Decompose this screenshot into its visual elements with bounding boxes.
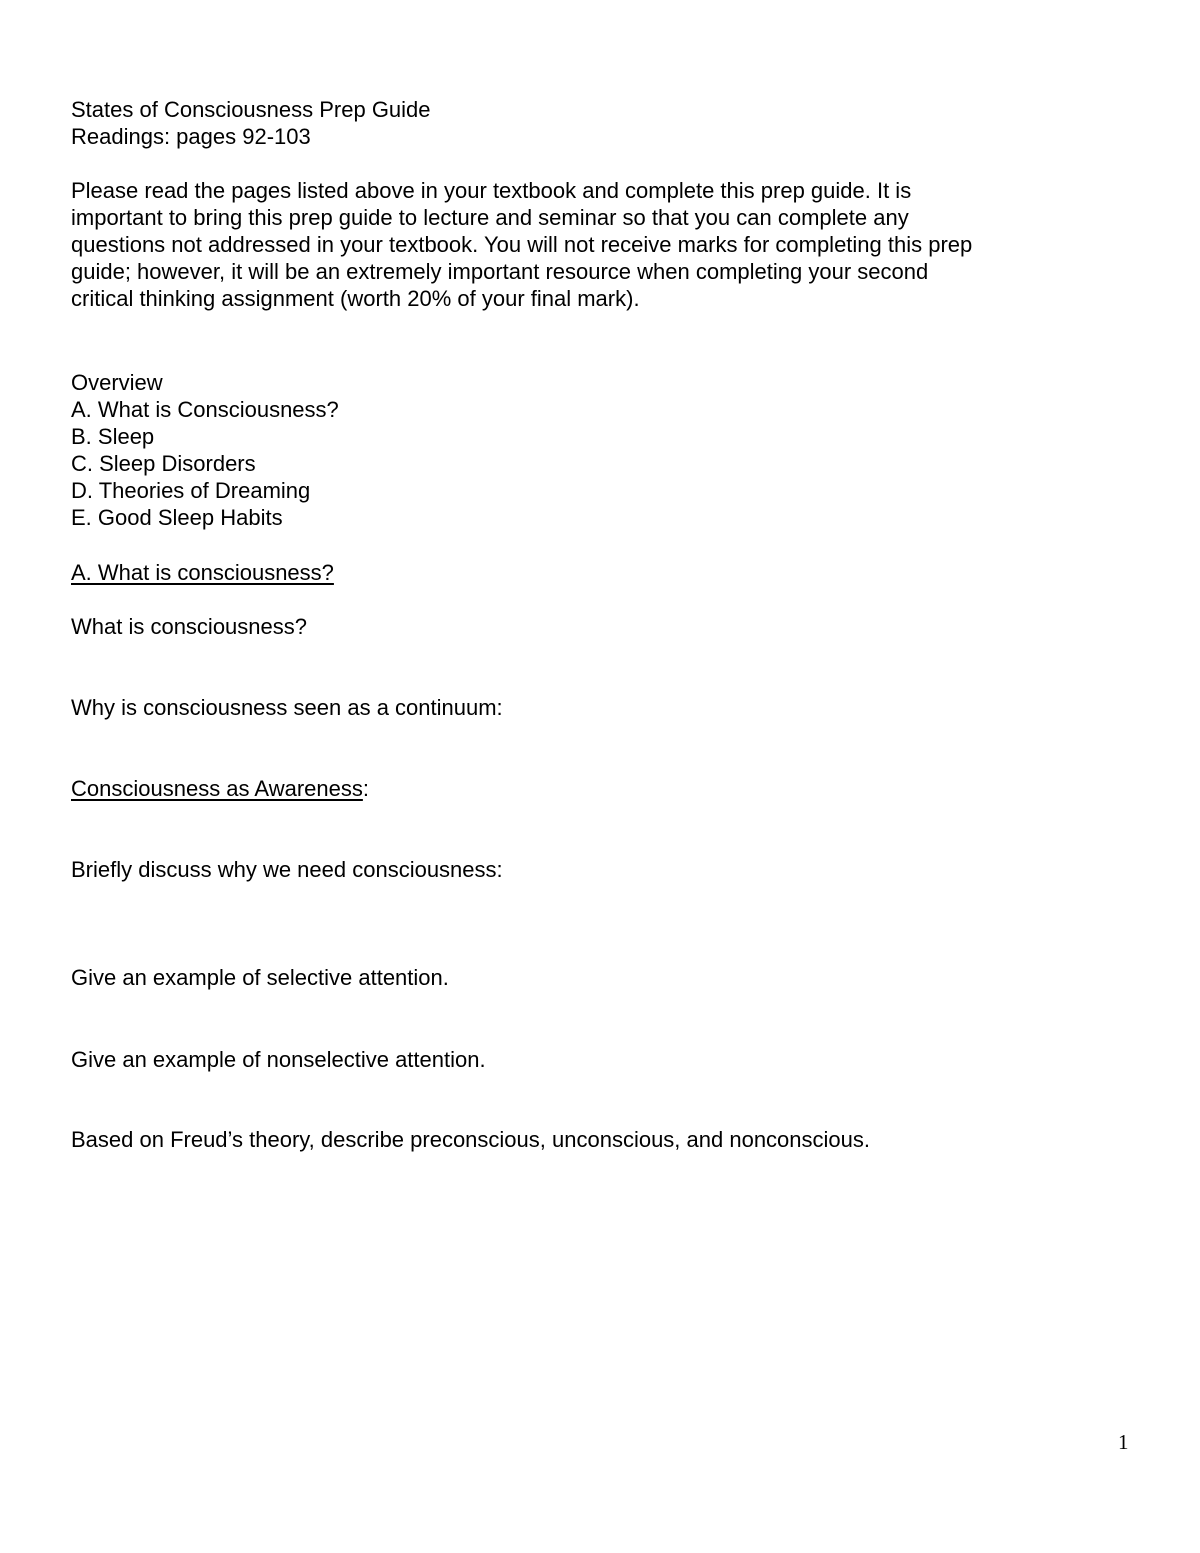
question-what-is-consciousness: What is consciousness? (71, 614, 307, 639)
spacer (71, 150, 1131, 177)
overview-item: C. Sleep Disorders (71, 451, 256, 476)
awareness-colon: : (362, 776, 369, 801)
question-awareness (71, 775, 369, 802)
question-selective-attention: Give an example of selective attention. (71, 965, 449, 990)
awareness-heading: Consciousness as Awareness (71, 776, 363, 801)
intro-line: Please read the pages listed above in your textbook and complete this prep guide. It is (71, 178, 912, 203)
section-a-heading: A. What is consciousness? (71, 560, 334, 585)
document-title: States of Consciousness Prep Guide (71, 97, 431, 122)
overview-item: B. Sleep (71, 424, 155, 449)
intro-line: critical thinking assignment (worth 20% of your final mark). (71, 286, 640, 311)
document-body (71, 96, 1131, 312)
overview-item: E. Good Sleep Habits (71, 505, 283, 530)
overview-item: D. Theories of Dreaming (71, 478, 311, 503)
question-need-consciousness: Briefly discuss why we need consciousness: (71, 857, 503, 882)
readings-line: Readings: pages 92-103 (71, 124, 311, 149)
question-nonselective-attention: Give an example of nonselective attention. (71, 1047, 486, 1072)
question-continuum: Why is consciousness seen as a continuum: (71, 695, 503, 720)
overview-heading: Overview (71, 370, 163, 395)
intro-line: guide; however, it will be an extremely important resource when completing your second (71, 259, 929, 284)
intro-paragraph (71, 177, 1126, 312)
overview-item: A. What is Consciousness? (71, 397, 339, 422)
intro-line: important to bring this prep guide to lecture and seminar so that you can complete any (71, 205, 909, 230)
page-number: 1 (1118, 1430, 1129, 1454)
question-freud-theory: Based on Freud’s theory, describe preconscious, unconscious, and nonconscious. (71, 1127, 870, 1152)
intro-line: questions not addressed in your textbook. You will not receive marks for completing this prep (71, 232, 973, 257)
overview-section (71, 369, 339, 531)
